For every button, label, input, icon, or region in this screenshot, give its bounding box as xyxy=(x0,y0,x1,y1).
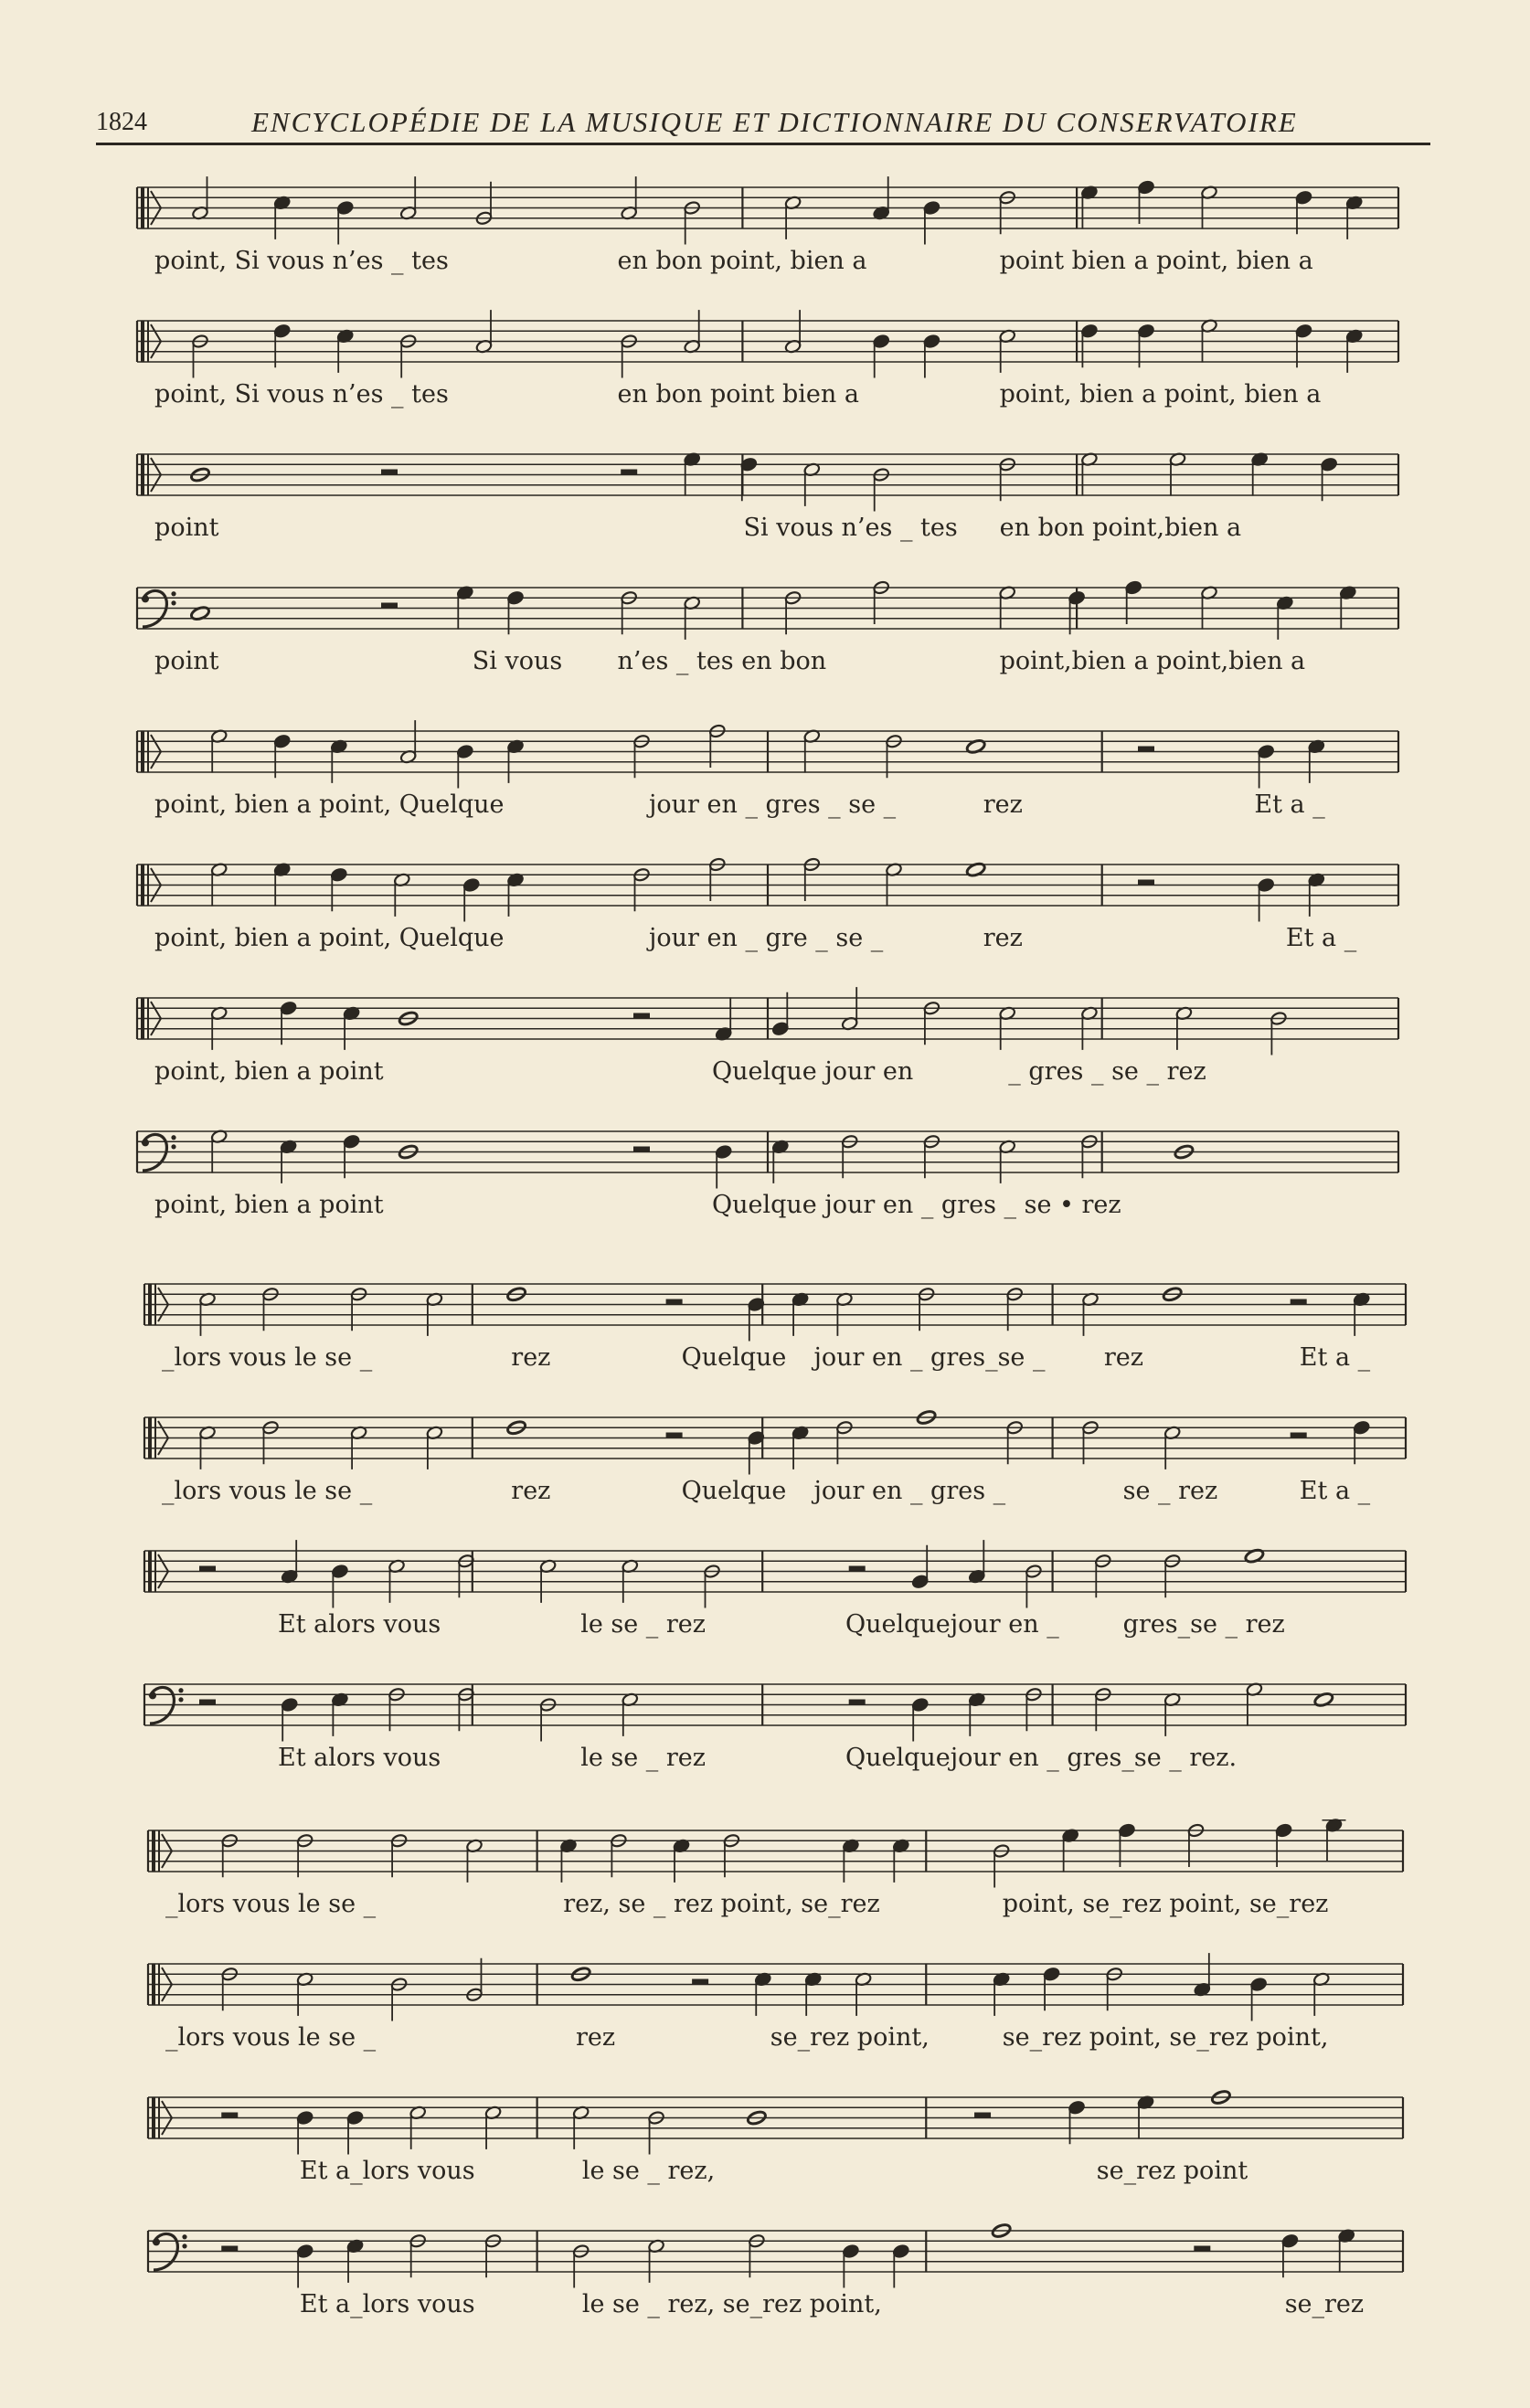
quarter-note xyxy=(993,1972,1010,2016)
rest-icon xyxy=(1291,1299,1307,1305)
staff xyxy=(137,720,1398,788)
quarter-note xyxy=(456,585,473,629)
half-note xyxy=(855,1972,872,2016)
staff xyxy=(148,1818,1403,1887)
half-note xyxy=(1200,585,1217,629)
rest-icon xyxy=(381,470,398,475)
quarter-note xyxy=(1353,1292,1370,1336)
half-note xyxy=(708,724,726,768)
half-note xyxy=(572,2244,590,2287)
half-note xyxy=(1006,1420,1024,1464)
half-note xyxy=(1246,1681,1263,1725)
page-header xyxy=(96,99,1430,144)
quarter-note xyxy=(281,1697,298,1741)
half-note xyxy=(350,1287,367,1331)
header-rule xyxy=(96,143,1430,145)
rest-icon xyxy=(849,1700,866,1705)
quarter-note xyxy=(331,1692,348,1736)
quarter-note xyxy=(1338,2228,1355,2272)
lyric-text: se _ rez xyxy=(1122,1477,1218,1505)
lyric-text: rez xyxy=(983,924,1023,952)
half-note xyxy=(1081,1420,1099,1464)
lyric-text: le se _ rez xyxy=(580,1744,706,1772)
half-note xyxy=(388,1687,405,1731)
quarter-note xyxy=(1250,1977,1268,2021)
half-note xyxy=(784,310,802,354)
half-note xyxy=(999,1140,1016,1183)
half-note xyxy=(1169,451,1186,495)
half-note xyxy=(873,467,890,511)
half-note xyxy=(1080,451,1098,495)
half-note xyxy=(621,334,638,377)
quarter-note xyxy=(330,739,347,783)
lyric-text: point, bien a point xyxy=(154,1057,384,1086)
half-note xyxy=(191,176,208,220)
quarter-note xyxy=(1339,585,1356,629)
quarter-note xyxy=(923,334,940,377)
half-note xyxy=(918,1287,935,1331)
quarter-note xyxy=(792,1426,809,1469)
half-note xyxy=(198,1426,216,1469)
quarter-note xyxy=(280,1001,297,1045)
half-note xyxy=(684,596,701,640)
quarter-note xyxy=(1322,1818,1345,1862)
quarter-note xyxy=(462,877,480,921)
half-note xyxy=(475,182,493,226)
lyric-text: Et a _ xyxy=(1299,1477,1371,1505)
quarter-note xyxy=(1258,877,1275,921)
quarter-note xyxy=(1251,451,1269,495)
lyric-text: en bon point bien a xyxy=(617,380,859,408)
half-note xyxy=(1175,1006,1193,1050)
half-note xyxy=(1163,1692,1181,1736)
staff xyxy=(148,1953,1403,2021)
lyric-text: gres_se _ rez xyxy=(1122,1610,1285,1639)
half-note xyxy=(465,1958,483,2002)
quarter-note xyxy=(1295,190,1312,234)
half-note xyxy=(210,1006,228,1050)
music-system xyxy=(137,731,1398,1246)
half-note xyxy=(648,2110,665,2154)
half-note xyxy=(632,734,650,778)
lyric-text: point, bien a point xyxy=(154,1191,384,1219)
quarter-note xyxy=(1353,1420,1370,1464)
staff xyxy=(137,176,1398,244)
quarter-note xyxy=(923,200,940,244)
lyric-text: jour en _ gres _ se _ xyxy=(649,790,897,819)
half-note xyxy=(999,585,1016,629)
quarter-note xyxy=(273,196,291,239)
rest-icon xyxy=(1138,880,1154,886)
quarter-note xyxy=(1308,873,1325,917)
staff xyxy=(144,1681,1406,1741)
half-note xyxy=(1200,185,1217,228)
quarter-note xyxy=(1275,1823,1292,1867)
half-note xyxy=(999,190,1016,234)
quarter-note xyxy=(296,2110,313,2154)
half-note xyxy=(993,1843,1010,1887)
half-note xyxy=(885,862,902,906)
lyric-text: le se _ rez xyxy=(580,1610,706,1639)
quarter-note xyxy=(771,1140,789,1183)
half-note xyxy=(622,1692,639,1736)
lyric-text: rez, se _ rez point, se_rez xyxy=(563,1890,880,1918)
lyric-text: en bon point,bien a xyxy=(999,514,1242,542)
half-note xyxy=(622,1559,639,1603)
quarter-note xyxy=(336,329,354,373)
lyric-text: point xyxy=(154,514,219,542)
half-note xyxy=(210,862,228,906)
lyric-text: point,bien a point,bien a xyxy=(999,647,1306,675)
lyric-text: n’es _ tes en bon xyxy=(617,647,827,675)
half-note xyxy=(484,2106,502,2149)
quarter-note xyxy=(280,1140,297,1183)
quarter-note xyxy=(1258,744,1275,788)
quarter-note xyxy=(1345,196,1363,239)
half-note xyxy=(198,1292,216,1336)
lyric-text: point, bien a point, Quelque xyxy=(154,924,505,952)
quarter-note xyxy=(968,1540,985,1584)
rest-icon xyxy=(692,1979,708,1985)
quarter-note xyxy=(1068,2100,1086,2144)
half-note xyxy=(221,1967,239,2010)
half-note xyxy=(841,987,858,1031)
quarter-note xyxy=(911,1545,929,1589)
staff xyxy=(144,1540,1406,1607)
lyric-text: Quelque xyxy=(681,1477,787,1505)
quarter-note xyxy=(273,734,291,778)
half-note xyxy=(210,1129,228,1172)
lyric-text: Quelque jour en _ gres _ se • rez xyxy=(712,1191,1121,1219)
staff xyxy=(144,1284,1406,1342)
quarter-note xyxy=(1308,739,1325,783)
half-note xyxy=(703,1564,720,1607)
half-note xyxy=(191,334,208,377)
staff xyxy=(137,987,1398,1055)
half-note xyxy=(723,1833,740,1877)
half-note xyxy=(388,1559,405,1603)
half-note xyxy=(1106,1967,1123,2010)
quarter-note xyxy=(296,2244,313,2287)
quarter-note xyxy=(456,744,473,788)
quarter-note xyxy=(842,1839,859,1883)
rest-icon xyxy=(199,1566,216,1572)
quarter-note xyxy=(1080,324,1098,367)
page-number: 1824 xyxy=(96,108,147,136)
lyric-text: se_rez xyxy=(1284,2290,1365,2318)
lyric-text: Et a _ xyxy=(1285,924,1357,952)
half-note xyxy=(426,1292,443,1336)
lyric-text: Et a _ xyxy=(1299,1343,1371,1372)
rest-icon xyxy=(633,1013,650,1019)
half-note xyxy=(475,310,493,354)
quarter-note xyxy=(1118,1823,1135,1867)
lyric-text: Quelquejour en _ xyxy=(845,1610,1059,1639)
lyric-text: point bien a point, bien a xyxy=(999,247,1313,275)
half-note xyxy=(784,196,802,239)
rest-icon xyxy=(633,1147,650,1152)
quarter-note xyxy=(1321,457,1338,501)
rest-icon xyxy=(199,1700,216,1705)
half-note xyxy=(621,176,638,220)
quarter-note xyxy=(715,997,732,1041)
quarter-note xyxy=(343,1006,360,1050)
lyric-text: point, bien a point, Quelque xyxy=(154,790,505,819)
lyric-text: Et alors vous xyxy=(278,1744,441,1772)
half-note xyxy=(210,728,228,772)
lyric-text: Quelque xyxy=(681,1343,787,1372)
half-note xyxy=(803,857,821,901)
half-note xyxy=(1163,1426,1181,1469)
quarter-note xyxy=(754,1972,771,2016)
half-note xyxy=(1312,1972,1330,2016)
half-note xyxy=(708,857,726,901)
quarter-note xyxy=(1125,580,1142,624)
quarter-note xyxy=(346,2239,364,2283)
half-note xyxy=(296,1833,313,1877)
lyric-text: se_rez point xyxy=(1096,2157,1248,2185)
half-note xyxy=(1094,1554,1111,1597)
quarter-note xyxy=(1137,180,1154,224)
half-note xyxy=(1025,1564,1042,1607)
quarter-note xyxy=(804,1972,822,2016)
half-note xyxy=(841,1134,858,1178)
quarter-note xyxy=(1345,329,1363,373)
half-note xyxy=(1163,1554,1181,1597)
rest-icon xyxy=(666,1299,683,1305)
quarter-note xyxy=(1295,324,1312,367)
lyric-text: Quelquejour en _ gres_se _ rez. xyxy=(845,1744,1238,1772)
rest-icon xyxy=(849,1566,866,1572)
quarter-note xyxy=(892,2244,909,2287)
quarter-note xyxy=(842,2244,859,2287)
quarter-note xyxy=(506,739,524,783)
lyric-text: Et a_lors vous xyxy=(299,2290,475,2318)
half-note xyxy=(885,734,902,778)
quarter-note xyxy=(346,2110,364,2154)
half-note xyxy=(1187,1823,1205,1867)
lyric-text: le se _ rez, xyxy=(581,2157,716,2185)
quarter-note xyxy=(740,457,758,501)
lyric-text: Et a_lors vous xyxy=(299,2157,475,2185)
half-note xyxy=(1080,1134,1098,1178)
lyric-text: Quelque jour en xyxy=(712,1057,914,1086)
half-note xyxy=(999,329,1016,373)
lyric-text: rez xyxy=(575,2023,616,2052)
quarter-note xyxy=(873,176,890,220)
running-title: ENCYCLOPÉDIE DE LA MUSIQUE ET DICTIONNAIRE DU CONSERVATOIRE xyxy=(251,106,1298,138)
half-note xyxy=(465,1839,483,1883)
lyric-text: point, Si vous n’es _ tes xyxy=(154,247,449,275)
rest-icon xyxy=(666,1433,683,1438)
rest-icon xyxy=(381,603,398,609)
music-system xyxy=(137,187,1398,702)
half-note xyxy=(1270,1011,1287,1055)
quarter-note xyxy=(771,992,789,1036)
half-note xyxy=(923,1134,940,1178)
half-note xyxy=(1080,1006,1098,1050)
quarter-note xyxy=(792,1292,809,1336)
rest-icon xyxy=(1138,747,1154,752)
quarter-note xyxy=(684,451,701,495)
quarter-note xyxy=(1043,1967,1060,2010)
half-note xyxy=(632,867,650,911)
lyric-text: jour en _ gres _ xyxy=(813,1477,1006,1505)
lyric-text: rez xyxy=(511,1477,551,1505)
quarter-note xyxy=(673,1839,690,1883)
quarter-note xyxy=(281,1540,298,1584)
half-note xyxy=(399,720,417,764)
half-note xyxy=(221,1833,239,1877)
staff xyxy=(137,580,1398,640)
quarter-note xyxy=(968,1692,985,1736)
quarter-note xyxy=(892,1839,909,1883)
half-note xyxy=(1006,1287,1024,1331)
quarter-note xyxy=(1276,596,1293,640)
lyric-text: rez xyxy=(983,790,1023,819)
half-note xyxy=(1025,1687,1042,1731)
quarter-note xyxy=(273,324,291,367)
lyric-text: _lors vous le se _ xyxy=(165,2023,377,2052)
half-note xyxy=(399,334,417,377)
quarter-note xyxy=(1137,324,1154,367)
half-note xyxy=(784,590,802,634)
quarter-note xyxy=(506,873,524,917)
music-system xyxy=(148,1830,1403,2345)
rest-icon xyxy=(221,2113,238,2118)
quarter-note xyxy=(1281,2233,1299,2277)
half-note xyxy=(350,1426,367,1469)
rest-icon xyxy=(974,2113,991,2118)
quarter-note xyxy=(873,334,890,377)
lyric-text: _lors vous le se _ xyxy=(162,1343,373,1372)
quarter-note xyxy=(911,1697,929,1741)
quarter-note xyxy=(343,1134,360,1178)
half-note xyxy=(261,1287,279,1331)
staff xyxy=(137,857,1398,922)
half-note xyxy=(572,2106,590,2149)
lyric-text: _lors vous le se _ xyxy=(162,1477,373,1505)
half-note xyxy=(748,2233,765,2277)
rest-icon xyxy=(221,2246,238,2252)
rest-icon xyxy=(1291,1433,1307,1438)
staff xyxy=(137,451,1398,511)
staff xyxy=(137,1129,1398,1188)
quarter-note xyxy=(1137,2095,1154,2138)
lyric-text: Et a _ xyxy=(1254,790,1325,819)
lyric-text: le se _ rez, se_rez point, xyxy=(581,2290,882,2318)
lyric-text: point, bien a point, bien a xyxy=(999,380,1322,408)
lyric-text: se_rez point, xyxy=(770,2023,930,2052)
lyric-text: point xyxy=(154,647,219,675)
half-note xyxy=(296,1972,313,2016)
half-note xyxy=(610,1833,627,1877)
lyric-text: Et alors vous xyxy=(278,1610,441,1639)
quarter-note xyxy=(1194,1953,1211,1997)
half-note xyxy=(621,590,638,634)
half-note xyxy=(539,1697,557,1741)
half-note xyxy=(426,1426,443,1469)
staff xyxy=(148,2089,1403,2154)
half-note xyxy=(1200,318,1217,362)
lyric-text: se_rez point, se_rez point, xyxy=(1002,2023,1329,2052)
half-note xyxy=(835,1292,853,1336)
quarter-note xyxy=(1062,1828,1079,1872)
lyric-text: rez xyxy=(511,1343,551,1372)
staff xyxy=(144,1409,1406,1474)
lyric-text: _ gres _ se _ rez xyxy=(1008,1057,1206,1086)
half-note xyxy=(393,873,410,917)
lyric-text: Si vous xyxy=(472,647,563,675)
half-note xyxy=(835,1420,853,1464)
quarter-note xyxy=(506,590,524,634)
half-note xyxy=(539,1559,557,1603)
rest-icon xyxy=(621,470,637,475)
half-note xyxy=(261,1420,279,1464)
lyric-text: en bon point, bien a xyxy=(617,247,867,275)
lyric-text: point, Si vous n’es _ tes xyxy=(154,380,449,408)
quarter-note xyxy=(715,1144,732,1188)
half-note xyxy=(1081,1292,1099,1336)
half-note xyxy=(409,2233,427,2277)
half-note xyxy=(684,310,701,354)
half-note xyxy=(803,728,821,772)
half-note xyxy=(399,176,417,220)
half-note xyxy=(484,2233,502,2277)
half-note xyxy=(648,2239,665,2283)
music-system xyxy=(144,1284,1406,1798)
staff xyxy=(137,310,1398,377)
lyric-text: jour en _ gre _ se _ xyxy=(649,924,884,952)
lyric-text: _lors vous le se _ xyxy=(165,1890,377,1918)
half-note xyxy=(999,1006,1016,1050)
half-note xyxy=(390,1833,408,1877)
quarter-note xyxy=(330,867,347,911)
half-note xyxy=(803,462,821,506)
half-note xyxy=(999,457,1016,501)
quarter-note xyxy=(336,200,354,244)
half-note xyxy=(923,1001,940,1045)
lyric-text: Si vous n’es _ tes xyxy=(743,514,958,542)
rest-icon xyxy=(1194,2246,1210,2252)
lyric-text: point, se_rez point, se_rez xyxy=(1002,1890,1329,1918)
half-note xyxy=(1094,1687,1111,1731)
staff xyxy=(148,2222,1403,2287)
half-note xyxy=(390,1977,408,2021)
quarter-note xyxy=(273,862,291,906)
quarter-note xyxy=(331,1564,348,1607)
lyric-text: jour en _ gres_se _ xyxy=(813,1343,1046,1372)
quarter-note xyxy=(1080,185,1098,228)
quarter-note xyxy=(559,1839,577,1883)
half-note xyxy=(409,2106,427,2149)
half-note xyxy=(873,580,890,624)
half-note xyxy=(684,200,701,244)
lyric-text: rez xyxy=(1103,1343,1144,1372)
